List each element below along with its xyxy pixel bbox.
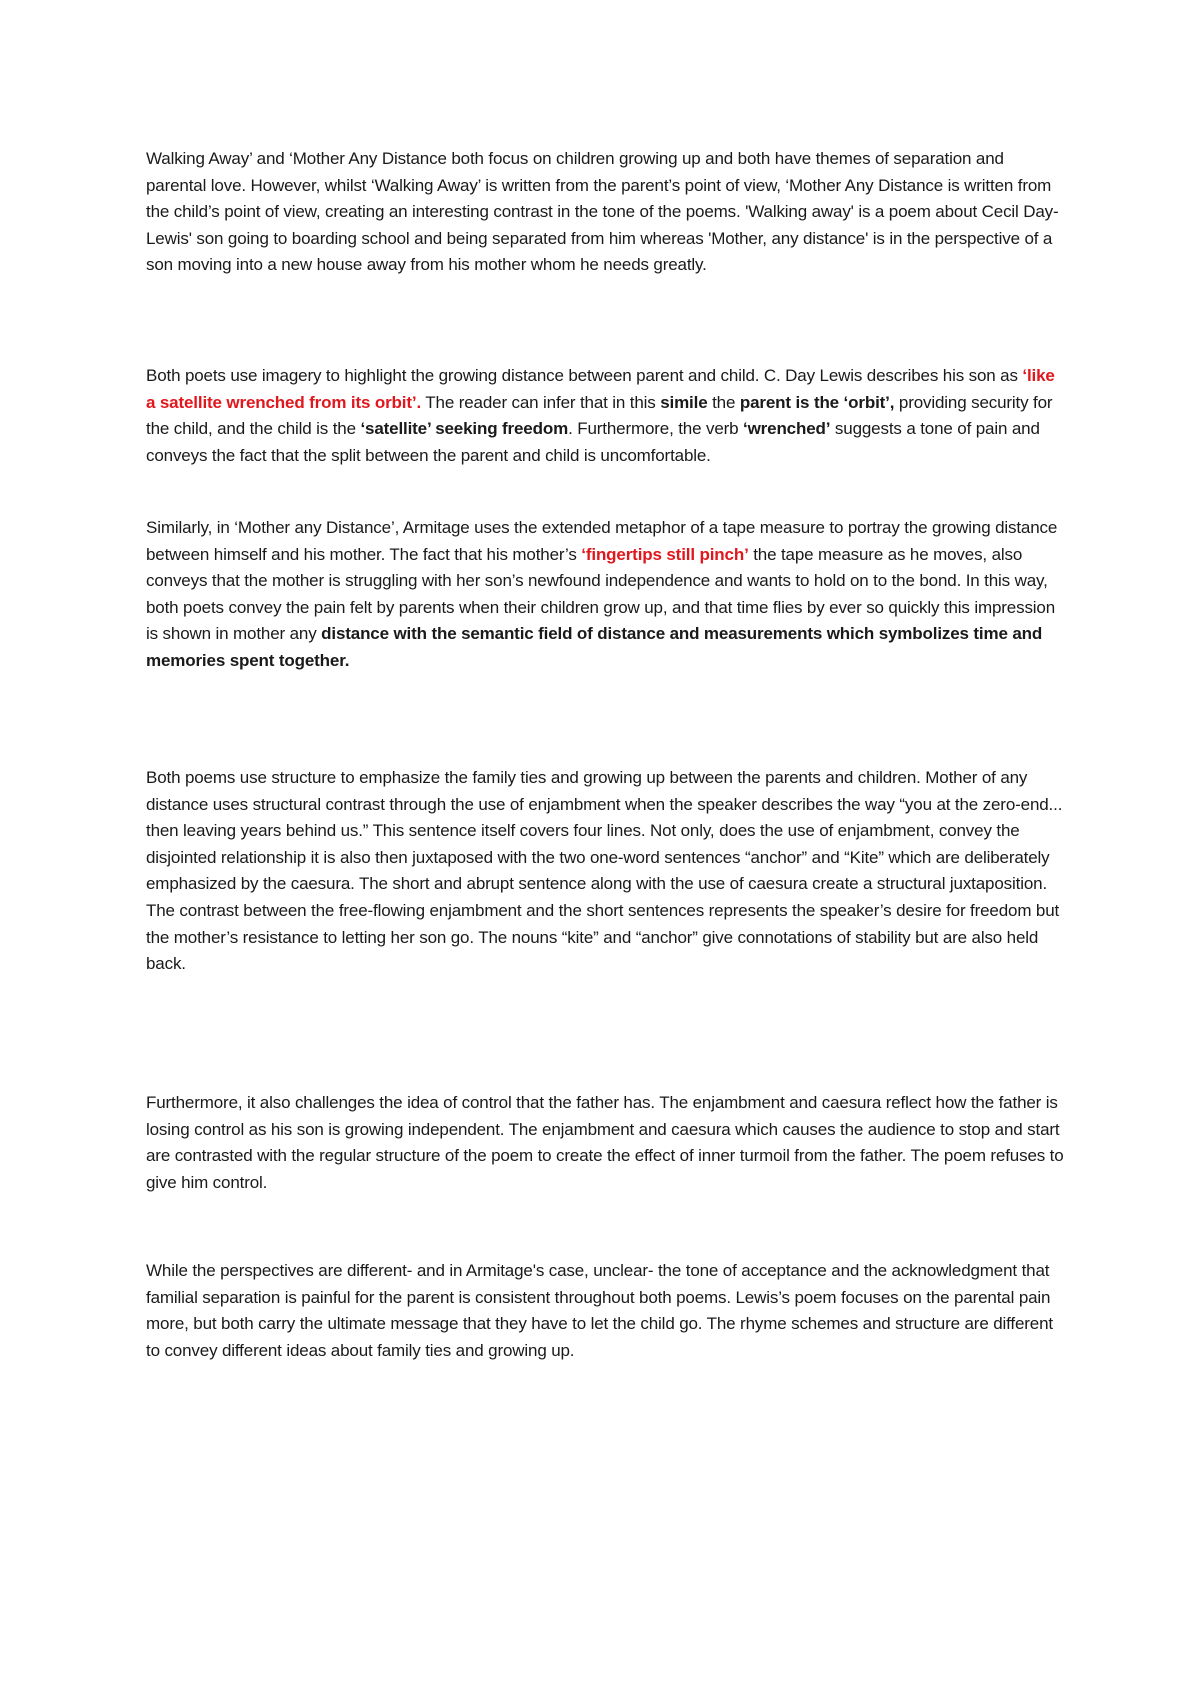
- imagery-text-1: Both poets use imagery to highlight the growing distance between parent and child. C. Day Lewis describes his son as: [146, 366, 1023, 385]
- term-simile: simile: [660, 392, 708, 412]
- imagery-text-5: . Furthermore, the verb: [568, 419, 744, 439]
- term-parent-orbit: parent is the ‘orbit’,: [739, 392, 895, 412]
- paragraph-metaphor: [146, 515, 1066, 675]
- paragraph-conclusion: While the perspectives are different- and in Armitage's case, unclear- the tone of acceptance and the acknowledgment that familial separation is painful for the parent is consistent throughout both poems. Lewis’s poem focuses on the parental pain more, but both carry the ultimate message that they have to let the child go. The rhyme schemes and structure are different to convey different ideas about family ties and growing up.: [146, 1261, 1053, 1360]
- term-semantic-field: distance with the semantic field of distance and measurements which symbolizes time and memories spent together.: [146, 624, 1043, 670]
- imagery-text-2: The reader can infer that in this: [421, 392, 661, 412]
- paragraph-control: Furthermore, it also challenges the idea of control that the father has. The enjambment and caesura reflect how the father is losing control as his son is growing independent. The enjambment and caesura which causes the audience to stop and start are contrasted with the regular structure of the poem to create the effect of inner turmoil from the father. The poem refuses to give him control.: [146, 1093, 1064, 1192]
- metaphor-text-1: Similarly, in ‘Mother any Distance’, Armitage uses the extended metaphor of a tape measure to portray the growing distance between himself and his mother. The fact that his mother’s: [146, 518, 1058, 564]
- term-wrenched: ‘wrenched’: [743, 419, 831, 439]
- quote-fingertips: ‘fingertips still pinch’: [581, 544, 749, 564]
- imagery-text-3: the: [707, 392, 740, 412]
- imagery-text-6: suggests a tone of pain and conveys the fact that the split between the parent and child is uncomfortable.: [146, 419, 1040, 465]
- imagery-text-4: providing security for the child, and the child is the: [146, 392, 1053, 439]
- paragraph-introduction: Walking Away’ and ‘Mother Any Distance both focus on children growing up and both have themes of separation and parental love. However, whilst ‘Walking Away’ is written from the parent’s point of view, ‘Mother Any Distance is written from the child’s point of view, creating an interesting contrast in the tone of the poems. 'Walking away' is a poem about Cecil Day-Lewis' son going to boarding school and being separated from him whereas 'Mother, any distance' is in the perspective of a son moving into a new house away from his mother whom he needs greatly.: [146, 149, 1059, 275]
- term-satellite-freedom: ‘satellite’ seeking freedom: [360, 419, 569, 439]
- paragraph-imagery: [146, 363, 1066, 469]
- metaphor-text-2: the tape measure as he moves, also conveys that the mother is struggling with her son’s newfound independence and wants to hold on to the bond. In this way, both poets convey the pain felt by parents when their children grow up, and that time flies by ever so quickly this impression is shown in mother any: [146, 544, 1056, 644]
- paragraph-structure: Both poems use structure to emphasize the family ties and growing up between the parents and children. Mother of any distance uses structural contrast through the use of enjambment when the speaker describes the way “you at the zero-end... then leaving years behind us.” This sentence itself covers four lines. Not only, does the use of enjambment, convey the disjointed relationship it is also then juxtaposed with the two one-word sentences “anchor” and “Kite” which are deliberately emphasized by the caesura. The short and abrupt sentence along with the use of caesura create a structural juxtaposition. The contrast between the free-flowing enjambment and the short sentences represents the speaker’s desire for freedom but the mother’s resistance to letting her son go. The nouns “kite” and “anchor” give connotations of stability but are also held back.: [146, 768, 1063, 974]
- quote-satellite: ‘like a satellite wrenched from its orbit’.: [146, 366, 1055, 412]
